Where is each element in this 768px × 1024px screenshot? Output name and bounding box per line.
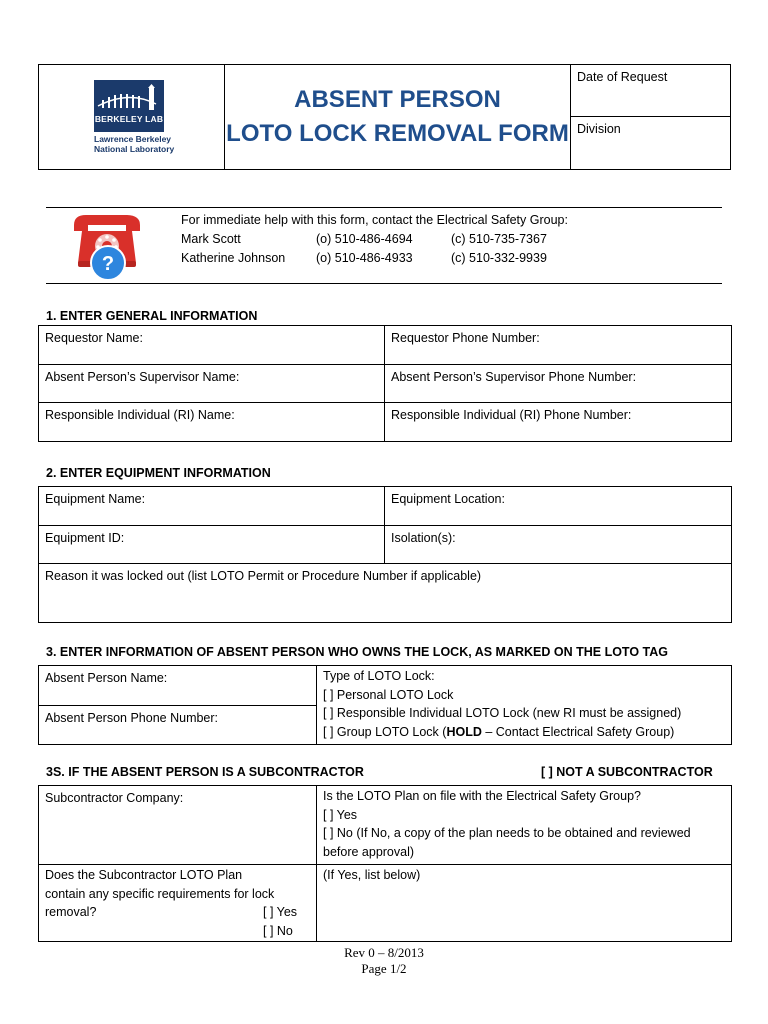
subcontractor-company-field[interactable] [39,786,317,865]
loto-plan-yes-checkbox[interactable]: [ ] Yes [323,807,358,822]
subcontractor-company-label: Subcontractor Company: [45,791,184,805]
requestor-phone-label: Requestor Phone Number: [391,331,540,345]
requestor-name-field[interactable] [39,326,385,365]
contact-row-1 [181,230,547,249]
title-cell [225,65,571,170]
section1-title: 1. ENTER GENERAL INFORMATION [46,309,258,323]
lockout-reason-field[interactable] [39,564,732,623]
group-lock-text: [ ] Group LOTO Lock ( [323,724,447,739]
equipment-name-field[interactable] [39,487,385,526]
equipment-info-table [38,486,732,623]
equipment-name-label: Equipment Name: [45,492,146,506]
equipment-id-label: Equipment ID: [45,531,125,545]
loto-lock-type-cell [317,666,732,745]
logo-wordmark: BERKELEY LAB [94,113,164,124]
contact-intro: For immediate help with this form, contact the Electrical Safety Group: [181,213,568,227]
specific-requirements-cell [39,865,317,942]
supervisor-phone-label: Absent Person’s Supervisor Phone Number: [391,370,637,384]
header-table [38,64,731,170]
section2-title: 2. ENTER EQUIPMENT INFORMATION [46,466,271,480]
loto-plan-cell [317,786,732,865]
contact-office-phone: (o) 510-486-4933 [316,251,413,265]
ri-phone-label: Responsible Individual (RI) Phone Number: [391,408,632,422]
absent-person-table [38,665,732,745]
contact-cell-phone: (c) 510-735-7367 [451,232,547,246]
requestor-phone-field[interactable] [385,326,732,365]
loto-plan-no-checkbox[interactable]: [ ] No (If No, a copy of the plan needs to be obtained and reviewed before approval) [323,826,691,859]
section3s-title: 3S. IF THE ABSENT PERSON IS A SUBCONTRACTOR [46,765,364,779]
berkeley-lab-logo [94,80,175,154]
contact-name: Katherine Johnson [181,251,286,265]
contact-office-phone: (o) 510-486-4694 [316,232,413,246]
group-lock-note: – Contact Electrical Safety Group) [481,724,675,739]
section3-title: 3. ENTER INFORMATION OF ABSENT PERSON WHO OWNS THE LOCK, AS MARKED ON THE LOTO TAG [46,645,668,659]
subcontractor-table [38,785,732,942]
absent-person-name-field[interactable] [39,666,317,706]
form-title-line1: ABSENT PERSON [294,86,501,113]
lockout-reason-label: Reason it was locked out (list LOTO Permit or Procedure Number if applicable) [45,569,482,583]
contact-top-rule [46,207,722,208]
specific-requirements-question: Does the Subcontractor LOTO Plan contain any specific requirements for lock removal? [45,868,275,919]
group-lock-checkbox[interactable] [323,723,725,742]
contact-bottom-rule [46,283,722,284]
logo-cell [39,65,225,170]
lock-type-label: Type of LOTO Lock: [323,669,435,683]
requirements-no-checkbox[interactable]: [ ] No [263,924,293,938]
ri-phone-field[interactable] [385,403,732,442]
requirements-list-label: (If Yes, list below) [323,868,421,882]
equipment-location-label: Equipment Location: [391,492,505,506]
equipment-id-field[interactable] [39,526,385,564]
isolations-field[interactable] [385,526,732,564]
isolations-label: Isolation(s): [391,531,456,545]
division-field[interactable] [571,117,731,170]
page-number: Page 1/2 [361,961,407,976]
general-info-table [38,325,732,442]
requirements-yes-checkbox[interactable]: [ ] Yes [263,905,298,919]
ri-lock-checkbox[interactable]: [ ] Responsible Individual LOTO Lock (new RI must be assigned) [323,706,682,720]
not-subcontractor-checkbox[interactable]: [ ] NOT A SUBCONTRACTOR [541,765,713,779]
form-title-line2: LOTO LOCK REMOVAL FORM [226,120,569,147]
ri-name-field[interactable] [39,403,385,442]
date-of-request-label: Date of Request [577,70,668,84]
equipment-location-field[interactable] [385,487,732,526]
absent-person-phone-label: Absent Person Phone Number: [45,711,219,725]
svg-text:?: ? [101,253,115,275]
absent-person-name-label: Absent Person Name: [45,671,168,685]
ri-name-label: Responsible Individual (RI) Name: [45,408,235,422]
phone-help-icon [70,211,148,281]
requestor-name-label: Requestor Name: [45,331,143,345]
logo-subtitle-2: National Laboratory [94,144,175,154]
revision-label: Rev 0 – 8/2013 [344,945,424,960]
contact-row-2 [181,249,547,268]
supervisor-phone-field[interactable] [385,365,732,403]
absent-person-phone-field[interactable] [39,706,317,745]
supervisor-name-field[interactable] [39,365,385,403]
contact-cell-phone: (c) 510-332-9939 [451,251,547,265]
logo-subtitle-1: Lawrence Berkeley [94,134,172,144]
division-label: Division [577,122,621,136]
personal-lock-checkbox[interactable]: [ ] Personal LOTO Lock [323,687,454,702]
requirements-list-field[interactable] [317,865,732,942]
supervisor-name-label: Absent Person’s Supervisor Name: [45,370,240,384]
group-lock-hold: HOLD [446,724,482,739]
contact-name: Mark Scott [181,232,241,246]
loto-plan-question: Is the LOTO Plan on file with the Electrical Safety Group? [323,789,641,803]
date-of-request-field[interactable] [571,65,731,117]
